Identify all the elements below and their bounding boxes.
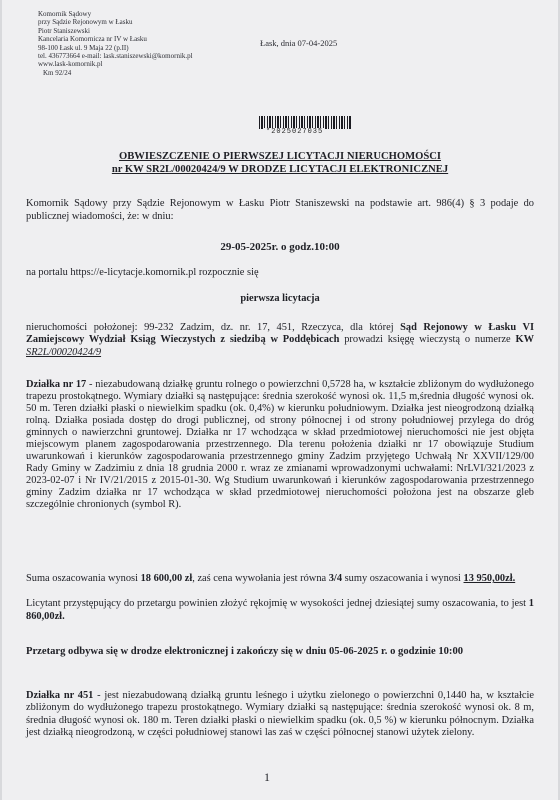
plot-17-label: Działka nr 17 xyxy=(26,379,87,390)
header-line: Komornik Sądowy xyxy=(38,10,92,18)
page-number: 1 xyxy=(264,770,270,784)
intro-paragraph: Komornik Sądowy przy Sądzie Rejonowym w Łasku Piotr Staniszewski na podstawie art. 986(4) § 3 podaje do publicznej wiadomości, że: w dniu: xyxy=(26,198,534,222)
bailiff-header xyxy=(38,10,193,77)
plot-451-label: Działka nr 451 xyxy=(26,690,94,701)
portal-line: na portalu https://e-licytacje.komornik.pl rozpocznie się xyxy=(26,267,259,278)
start-price: 13 950,00zł. xyxy=(463,573,516,584)
fraction: 3/4 xyxy=(328,573,343,584)
auction-kind: pierwsza licytacja xyxy=(240,293,320,304)
deposit-amount: 1 860,00zł. xyxy=(26,598,534,622)
document-page xyxy=(2,0,558,800)
deposit-paragraph: Licytant przystępujący do przetargu powinien złożyć rękojmię w wysokości jednej dziesiątej sumy oszacowania, to jest 1 860,00zł. xyxy=(26,598,534,622)
auction-date: 29-05-2025r. o godz.10:00 xyxy=(220,241,340,253)
header-line: www.lask-komornik.pl xyxy=(38,60,103,69)
header-line: Kancelaria Komornicza nr IV w Łasku xyxy=(38,35,147,44)
valuation-sum: 18 600,00 zł xyxy=(140,573,193,584)
valuation-paragraph: Suma oszacowania wynosi 18 600,00 zł, zaś cena wywołania jest równa 3/4 sumy oszacowania i wynosi 13 950,00zł. xyxy=(26,573,516,584)
header-line: 98-100 Łask ul. 9 Maja 22 (p.II) xyxy=(38,43,129,52)
plot-451-paragraph: Działka nr 451 - jest niezabudowaną działką gruntu leśnego i użytku zielonego o powierzchni 0,1440 ha, w kształcie zbliżonym do wydłużonego trapezu prostokątnego. Wymiary działki są następujące: średnia szerokość wynosi ok. 8 m, średnia długość wynosi ok. 180 m. Teren działki płaski o niewielkim spadku (ok. 0,5 %) w kierunku północnym. Działka jest działką nieogrodzoną, w części południowej stanowi las zaś w części północnej stanowi użytek zielony. xyxy=(26,690,534,739)
kw-number: SR2L/00020424/9 xyxy=(26,346,102,358)
title-line-2: nr KW SR2L/00020424/9 W DRODZE LICYTACJI ELEKTRONICZNEJ xyxy=(111,164,449,175)
court-name: Sąd Rejonowy w Łasku VI Zamiejscowy Wydział Ksiąg Wieczystych z siedzibą w Poddębicach xyxy=(26,322,534,346)
header-line: Km 92/24 xyxy=(43,68,72,77)
header-line: Piotr Staniszewski xyxy=(38,26,90,35)
document-title xyxy=(22,150,538,176)
tender-line: Przetarg odbywa się w drodze elektronicznej i zakończy się w dniu 05-06-2025 r. o godzinie 10:00 xyxy=(26,646,464,657)
title-line-1: OBWIESZCZENIE O PIERWSZEJ LICYTACJI NIERUCHOMOŚCI xyxy=(118,151,442,162)
place-date: Łask, dnia 07-04-2025 xyxy=(260,38,338,48)
header-line: przy Sądzie Rejonowym w Łasku xyxy=(38,18,133,27)
property-paragraph: nieruchomości położonej: 99-232 Zadzim, dz. nr. 17, 451, Rzeczyca, dla której Sąd Rejonowy w Łasku VI Zamiejscowy Wydział Ksiąg Wieczystych z siedzibą w Poddębicach prowadzi księgę wieczystą o numerze KW SR2L/00020424/9 xyxy=(26,322,534,358)
header-line: tel. 436773664 e-mail: lask.staniszewski@komornik.pl xyxy=(38,52,193,61)
kw-label: KW xyxy=(515,334,534,346)
barcode-number: *2025027035 xyxy=(266,128,324,136)
plot-17-paragraph: Działka nr 17 - niezabudowaną działkę gruntu rolnego o powierzchni 0,5728 ha, w kształcie zbliżonym do wydłużonego trapezu prostokątnego. Wymiary działki są następujące: średnia szerokość wynosi ok. 11,5 m,średnia długość wynosi ok. 50 m. Teren działki płaski o niewielkim spadku (ok. 0,4%) w kierunku południowym. Działka jest nieogrodzoną działką rolną. Działka posiada dostęp do drogi publicznej, od strony północnej i od strony południowej przylega do dróg gminnych o nawierzchni gruntowej. Działka nr 17 wchodząca w skład przedmiotowej nieruchomości nie jest objęta miejscowym planem zagospodarowania przestrzennego. Dla terenu położenia działki nr 17 obowiązuje Studium uwarunkowań i kierunków zagospodarowania przestrzennego gminy Zadzim przyjętego Uchwałą Nr XXVII/129/00 Rady Gminy w Zadzimiu z dnia 18 grudnia 2000 r. wraz ze zmianami wprowadzonymi uchwałami: NrLVI/321/2023 z 2023-02-07 i Nr IV/21/2015 z 2015-01-30. Wg Studium uwarunkowań i kierunków zagospodarowania przestrzennego gminy Zadzim działka nr 17 wchodząca w skład przedmiotowej nieruchomości położona jest na obszarze gleb szczególnie chronionych (symbol R). xyxy=(26,379,534,511)
